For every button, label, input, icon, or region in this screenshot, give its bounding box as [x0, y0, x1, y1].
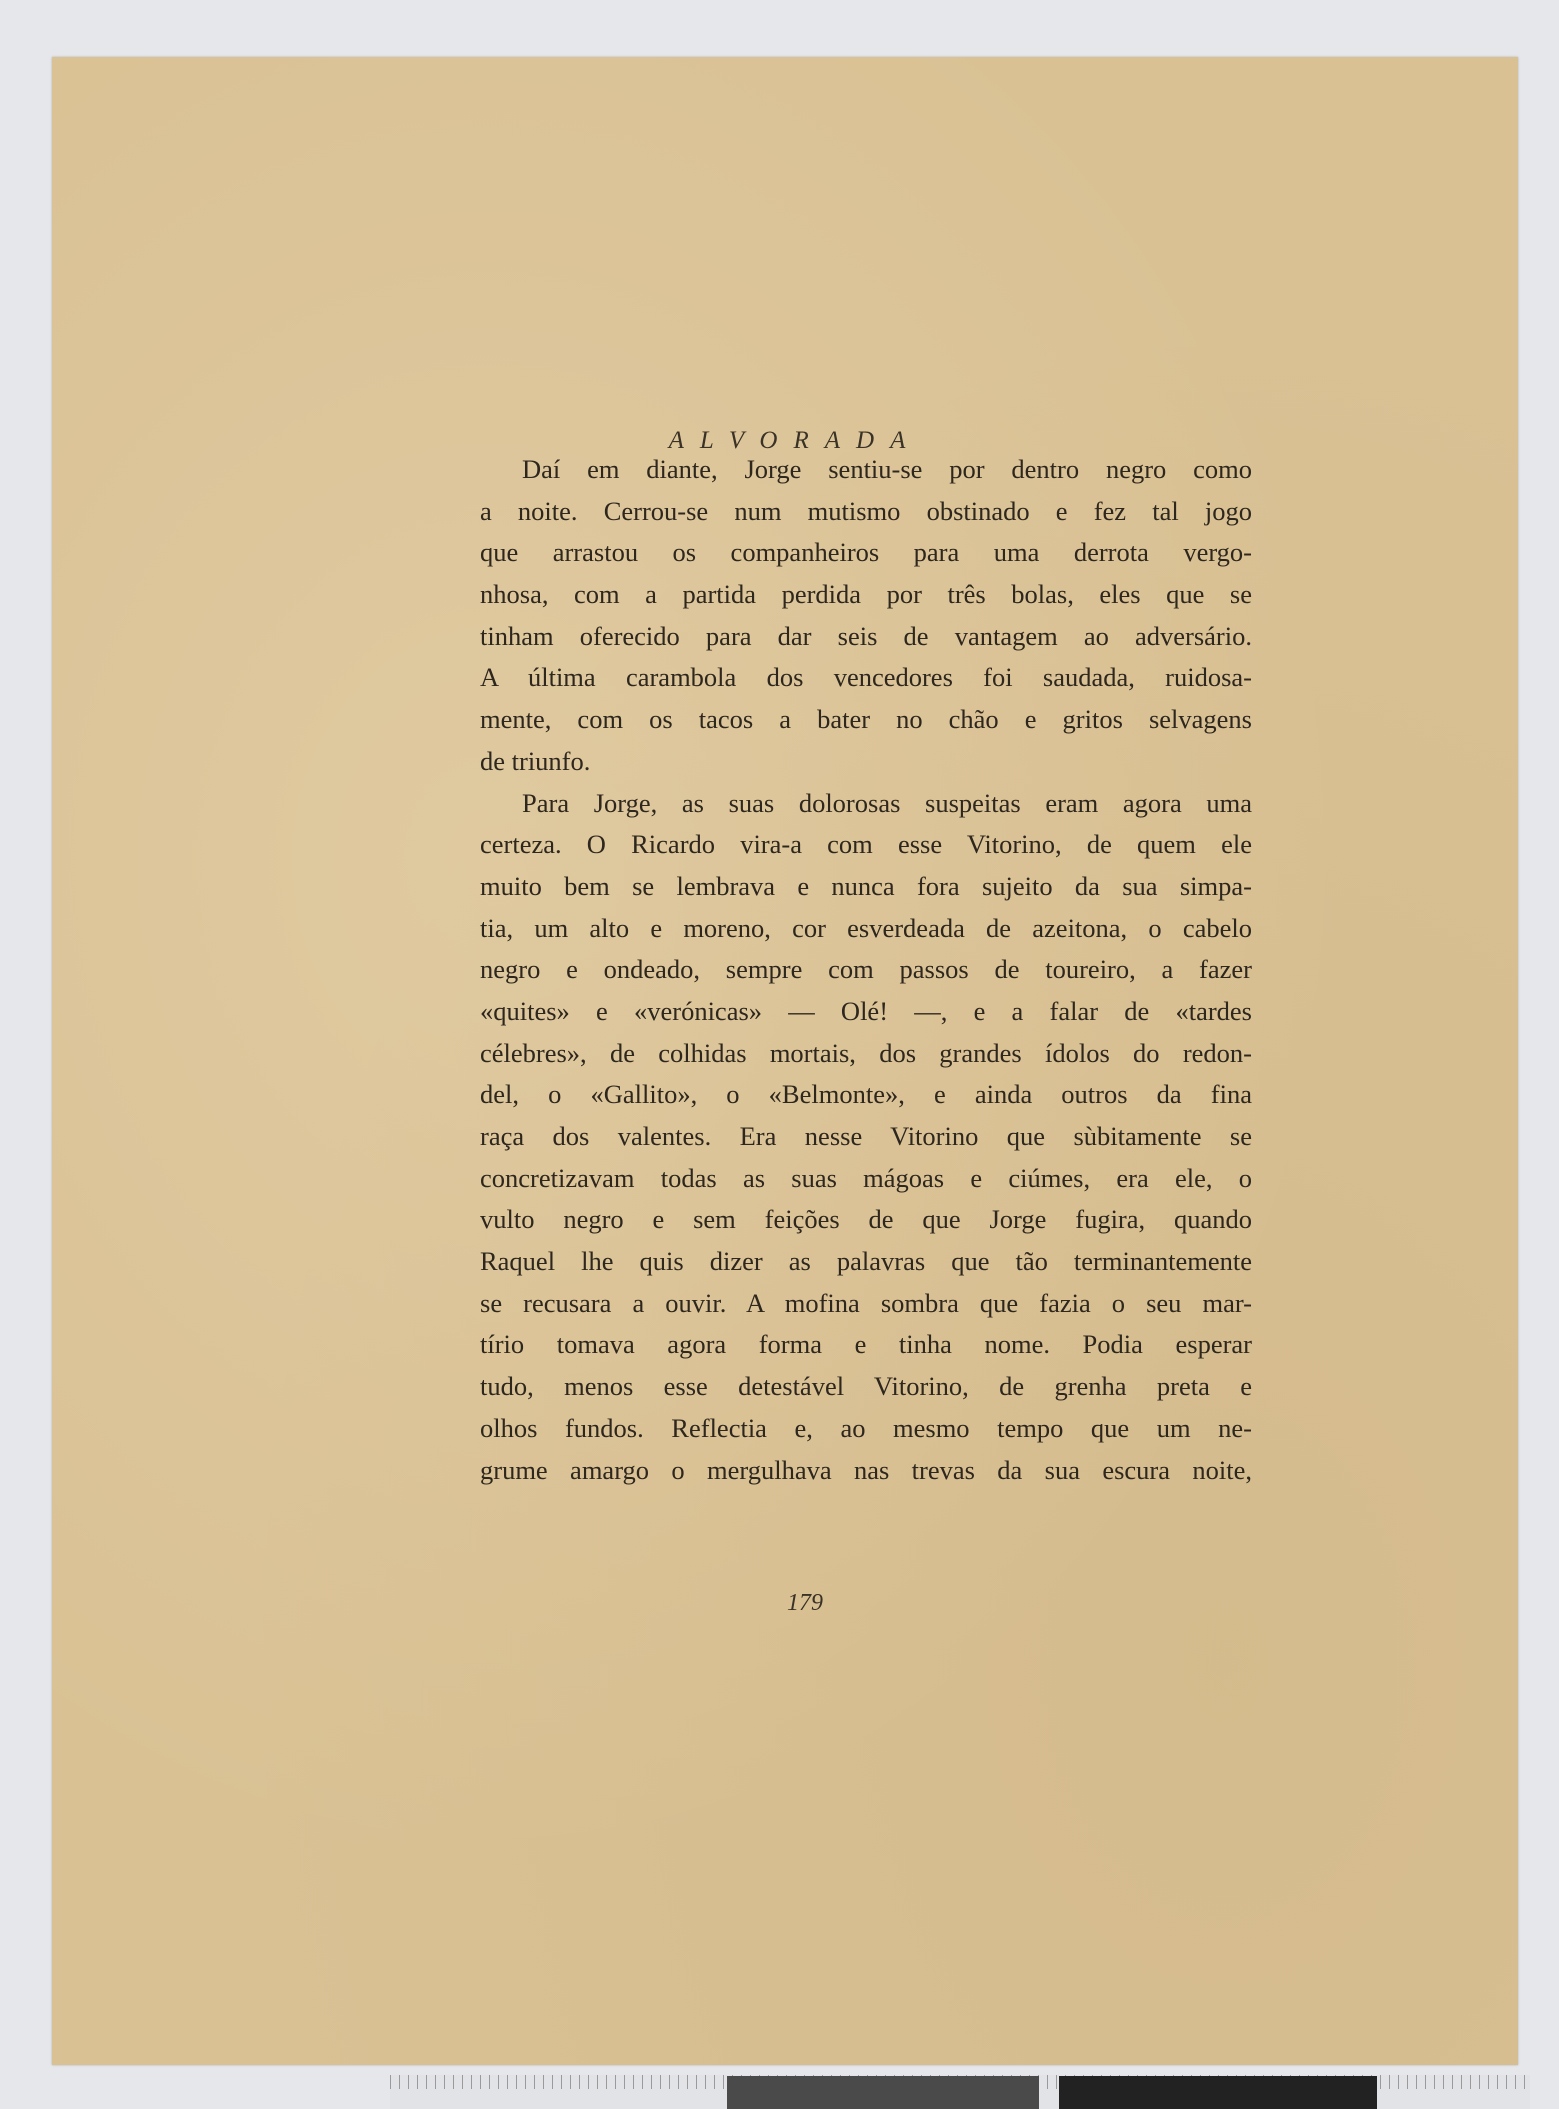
text-line-content: tia, um alto e moreno, cor esverdeada de azeitona, o cabelo [480, 912, 1252, 943]
text-line [480, 699, 1252, 741]
text-line [480, 1074, 1252, 1116]
text-line [480, 1450, 1252, 1492]
text-line-content: Raquel lhe quis dizer as palavras que tão terminantemente [480, 1246, 1252, 1277]
black-color-patch [1059, 2076, 1377, 2109]
gray-color-patch [727, 2076, 1039, 2109]
text-line [480, 783, 1252, 825]
text-line [480, 824, 1252, 866]
page-number: 179 [787, 1590, 823, 1616]
body-text [480, 449, 1252, 1491]
text-line-content: tírio tomava agora forma e tinha nome. Podia esperar [480, 1329, 1252, 1360]
text-line-content: Daí em diante, Jorge sentiu-se por dentro negro como [522, 454, 1252, 484]
text-line [480, 1116, 1252, 1158]
text-line-content: concretizavam todas as suas mágoas e ciúmes, era ele, o [480, 1162, 1252, 1193]
text-line [480, 1408, 1252, 1450]
text-line-content: mente, com os tacos a bater no chão e gritos selvagens [480, 704, 1252, 735]
text-line-content: A última carambola dos vencedores foi saudada, ruidosa- [480, 662, 1252, 693]
text-line [480, 1199, 1252, 1241]
text-line-content: tinham oferecido para dar seis de vantagem ao adversário. [480, 620, 1252, 651]
text-line [480, 741, 1252, 783]
text-line-content: certeza. O Ricardo vira-a com esse Vitorino, de quem ele [480, 829, 1252, 860]
text-line [480, 1241, 1252, 1283]
text-line-content: célebres», de colhidas mortais, dos grandes ídolos do redon- [480, 1037, 1252, 1068]
text-line [480, 908, 1252, 950]
text-line [480, 866, 1252, 908]
text-line-content: raça dos valentes. Era nesse Vitorino que sùbitamente se [480, 1121, 1252, 1151]
running-title: ALVORADA [668, 427, 922, 454]
text-line-content: nhosa, com a partida perdida por três bolas, eles que se [480, 579, 1252, 610]
book-page [52, 57, 1518, 2065]
text-line [480, 449, 1252, 491]
text-line-content: a noite. Cerrou-se num mutismo obstinado e fez tal jogo [480, 495, 1252, 526]
text-line [480, 532, 1252, 574]
text-line-content: tudo, menos esse detestável Vitorino, de grenha preta e [480, 1371, 1252, 1402]
text-line [480, 574, 1252, 616]
text-line-content: muito bem se lembrava e nunca fora sujeito da sua simpa- [480, 870, 1252, 901]
text-line-content: se recusara a ouvir. A mofina sombra que fazia o seu mar- [480, 1287, 1252, 1318]
text-line [480, 491, 1252, 533]
text-line [480, 616, 1252, 658]
text-line-content: de triunfo. [480, 745, 591, 776]
text-line-content: olhos fundos. Reflectia e, ao mesmo tempo que um ne- [480, 1412, 1252, 1443]
text-line-content: grume amargo o mergulhava nas trevas da sua escura noite, [480, 1454, 1252, 1485]
text-line-content: «quites» e «verónicas» — Olé! —, e a falar de «tardes [480, 995, 1252, 1026]
text-line [480, 949, 1252, 991]
text-line [480, 1158, 1252, 1200]
text-line-content: del, o «Gallito», o «Belmonte», e ainda outros da fina [480, 1079, 1252, 1110]
text-line [480, 1366, 1252, 1408]
text-line-content: negro e ondeado, sempre com passos de toureiro, a fazer [480, 954, 1252, 985]
text-line [480, 657, 1252, 699]
text-line [480, 1283, 1252, 1325]
text-line [480, 1033, 1252, 1075]
text-line-content: vulto negro e sem feições de que Jorge fugira, quando [480, 1204, 1252, 1235]
text-line-content: que arrastou os companheiros para uma derrota vergo- [480, 537, 1252, 568]
text-line-content: Para Jorge, as suas dolorosas suspeitas eram agora uma [522, 787, 1252, 818]
text-line [480, 991, 1252, 1033]
text-line [480, 1324, 1252, 1366]
